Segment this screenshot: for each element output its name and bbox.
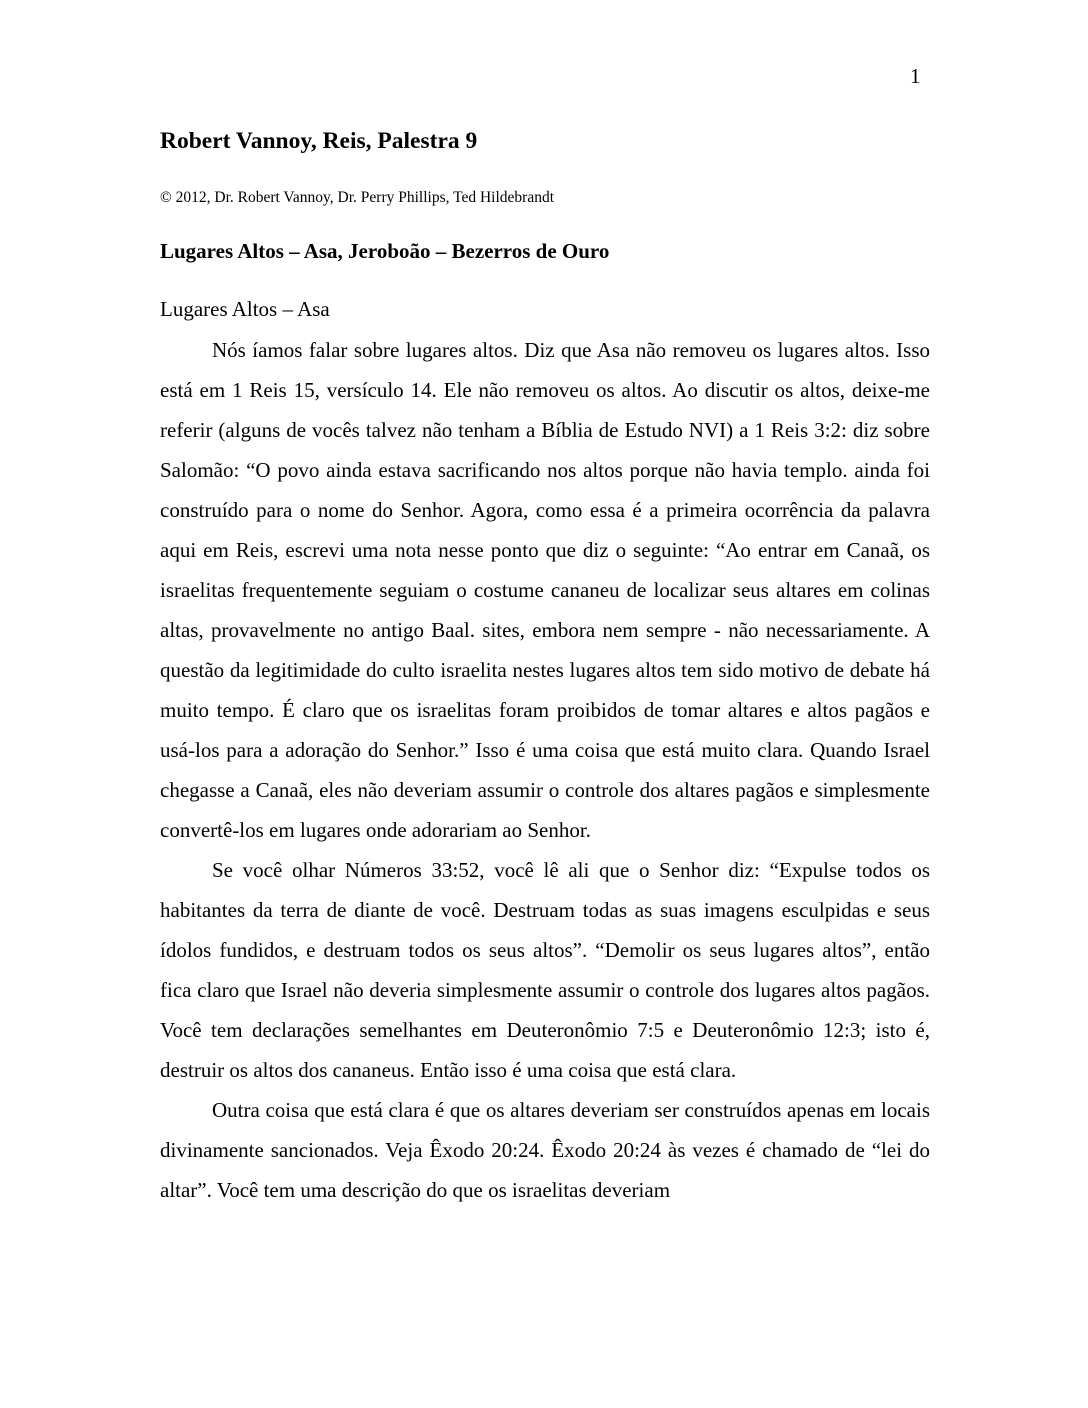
paragraph: Nós íamos falar sobre lugares altos. Diz que Asa não removeu os lugares altos. Isso está em 1 Reis 15, versículo 14. Ele não removeu os altos. Ao discutir os altos, deixe-me referir (alguns de vocês talvez não tenham a Bíblia de Estudo NVI) a 1 Reis 3:2: diz sobre Salomão: “O povo ainda estava sacrificando nos altos porque não havia templo. ainda foi construído para o nome do Senhor. Agora, como essa é a primeira ocorrência da palavra aqui em Reis, escrevi uma nota nesse ponto que diz o seguinte: “Ao entrar em Canaã, os israelitas frequentemente seguiam o costume cananeu de localizar seus altares em colinas altas, provavelmente no antigo Baal. sites, embora nem sempre - não necessariamente. A questão da legitimidade do culto israelita nestes lugares altos tem sido motivo de debate há muito tempo. É claro que os israelitas foram proibidos de tomar altares e altos pagãos e usá-los para a adoração do Senhor.” Isso é uma coisa que está muito clara. Quando Israel chegasse a Canaã, eles não deveriam assumir o controle dos altares pagãos e simplesmente convertê-los em lugares onde adorariam ao Senhor.	[160, 338, 930, 842]
page-title: Robert Vannoy, Reis, Palestra 9	[160, 128, 478, 154]
body-text	[160, 330, 930, 1210]
copyright-line: © 2012, Dr. Robert Vannoy, Dr. Perry Phillips, Ted Hildebrandt	[160, 189, 555, 206]
page-number: 1	[910, 64, 921, 88]
paragraph: Outra coisa que está clara é que os altares deveriam ser construídos apenas em locais divinamente sancionados. Veja Êxodo 20:24. Êxodo 20:24 às vezes é chamado de “lei do altar”. Você tem uma descrição do que os israelitas deveriam	[160, 1098, 930, 1202]
section-label: Lugares Altos – Asa	[160, 297, 330, 321]
paragraph: Se você olhar Números 33:52, você lê ali que o Senhor diz: “Expulse todos os habitantes da terra de diante de você. Destruam todas as suas imagens esculpidas e seus ídolos fundidos, e destruam todos os seus altos”. “Demolir os seus lugares altos”, então fica claro que Israel não deveria simplesmente assumir o controle dos lugares altos pagãos. Você tem declarações semelhantes em Deuteronômio 7:5 e Deuteronômio 12:3; isto é, destruir os altos dos cananeus. Então isso é uma coisa que está clara.	[160, 858, 930, 1082]
lecture-subtitle: Lugares Altos – Asa, Jeroboão – Bezerros de Ouro	[160, 239, 610, 263]
